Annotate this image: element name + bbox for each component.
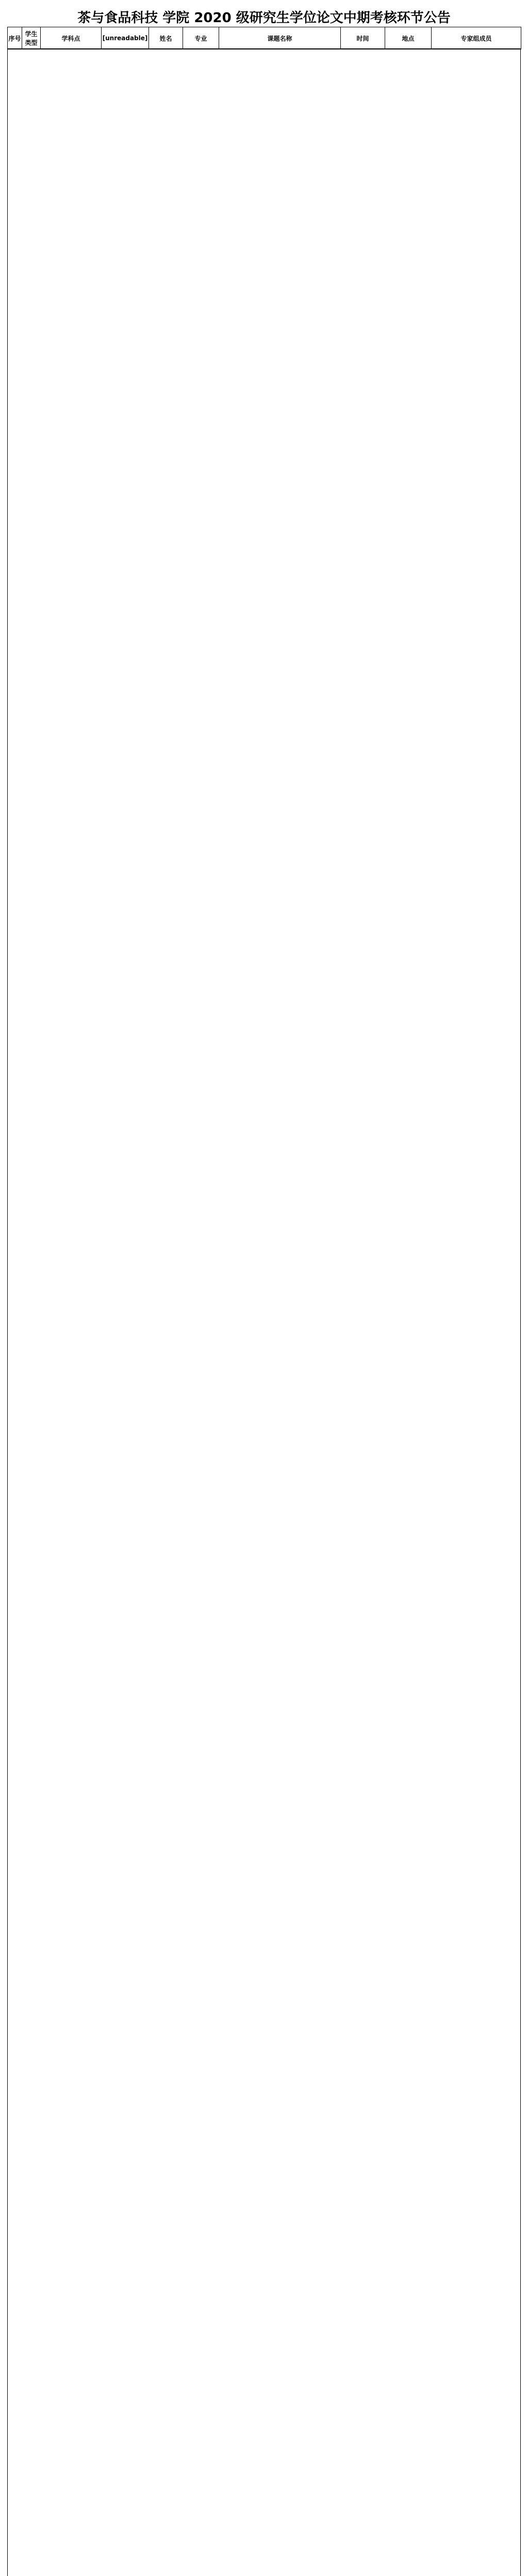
header-location: 地点: [385, 27, 432, 49]
header-experts: 专家组成员: [432, 27, 521, 49]
table-body-unreadable: [7, 48, 521, 2576]
header-name: 姓名: [149, 27, 183, 49]
header-thesis-title: 课题名称: [219, 27, 341, 49]
midterm-review-table: [7, 27, 521, 49]
header-time: 时间: [341, 27, 385, 49]
header-student-id: [unreadable]: [102, 27, 149, 49]
header-student-type: 学生类型: [22, 27, 41, 49]
table-header: [8, 27, 521, 49]
header-category: 专业: [183, 27, 219, 49]
page-title: 茶与食品科技 学院 2020 级研究生学位论文中期考核环节公告: [77, 10, 451, 26]
header-seq: 序号: [8, 27, 22, 49]
header-major: 学科点: [41, 27, 102, 49]
